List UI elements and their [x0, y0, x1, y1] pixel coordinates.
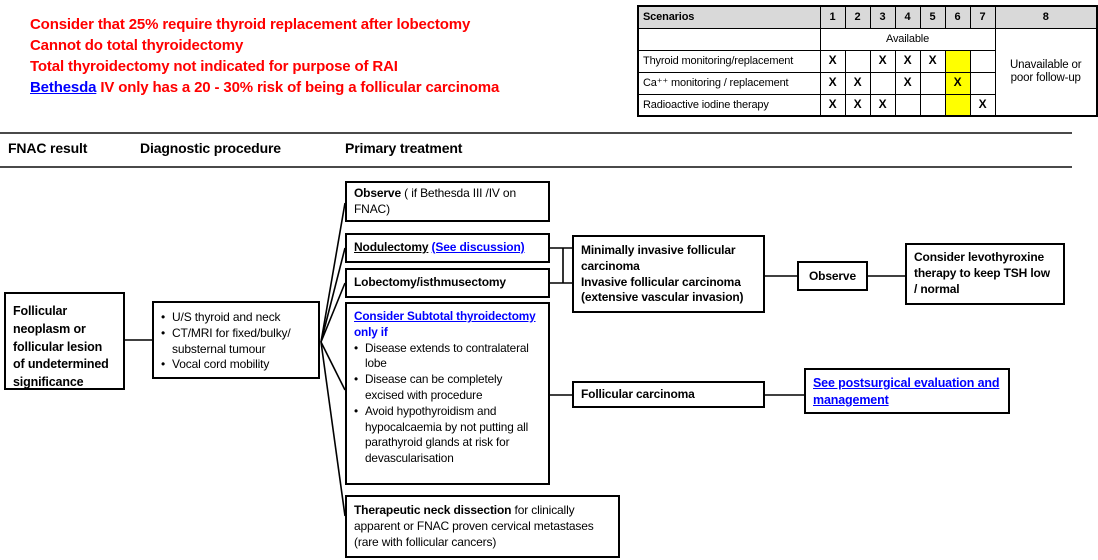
invasive-line: Invasive follicular carcinoma (extensive vascular invasion): [581, 274, 744, 305]
neck-dissection-detail: for clinically apparent or FNAC proven cervical metastases (rare with follicular cancers): [354, 503, 594, 549]
note-line: [30, 77, 630, 98]
nodulectomy-box: [345, 233, 550, 263]
diagnostic-procedure-box: [152, 301, 320, 379]
observe-option-box: [345, 181, 550, 222]
follicular-carcinoma-box: Follicular carcinoma: [572, 381, 765, 408]
mark-cell: [920, 94, 945, 116]
mark-cell: [970, 50, 995, 72]
bethesda-link[interactable]: Bethesda: [30, 79, 97, 96]
mark-cell: X: [870, 50, 895, 72]
mark-cell: X: [920, 50, 945, 72]
observe-option-title: Observe: [354, 186, 401, 200]
column-header-diagnostic-procedure: Diagnostic procedure: [140, 140, 281, 156]
empty-label-cell: [638, 28, 820, 50]
mark-cell: [895, 94, 920, 116]
diagnostic-bullet: • Vocal cord mobility: [161, 357, 311, 373]
neck-dissection-title: Therapeutic neck dissection: [354, 503, 512, 517]
row-label: Ca⁺⁺ monitoring / replacement: [638, 72, 820, 94]
subtotal-bullet: • Disease can be completely excised with procedure: [354, 372, 541, 404]
see-discussion-link[interactable]: (See discussion): [431, 240, 525, 254]
mark-cell: X: [820, 94, 845, 116]
row-label: Radioactive iodine therapy: [638, 94, 820, 116]
mark-cell: X: [845, 72, 870, 94]
diagnostic-bullet: • CT/MRI for fixed/bulky/ substernal tumour: [161, 326, 311, 358]
fnac-result-box: Follicular neoplasm or follicular lesion of undetermined significance: [4, 292, 125, 390]
minimally-invasive-line: Minimally invasive follicular carcinoma: [581, 243, 736, 273]
col-header-3: 3: [870, 6, 895, 28]
subtotal-thyroidectomy-box: [345, 302, 550, 485]
col-header-4: 4: [895, 6, 920, 28]
row-label: Thyroid monitoring/replacement: [638, 50, 820, 72]
mark-cell: X: [820, 50, 845, 72]
subtotal-bullet: • Disease extends to contralateral lobe: [354, 341, 541, 373]
subtotal-bullet: • Avoid hypothyroidism and hypocalcaemia by not putting all parathyroid glands at risk for devascularisation: [354, 404, 541, 467]
consider-subtotal-link[interactable]: Consider Subtotal thyroidectomy: [354, 309, 536, 323]
mark-cell: [845, 50, 870, 72]
col-header-2: 2: [845, 6, 870, 28]
observe-option-detail: ( if Bethesda III /IV on FNAC): [354, 186, 516, 216]
postsurgical-link[interactable]: See postsurgical evaluation and management: [813, 376, 1000, 407]
column-header-primary-treatment: Primary treatment: [345, 140, 463, 156]
col-header-8: 8: [995, 6, 1097, 28]
mark-cell: X: [970, 94, 995, 116]
postsurgical-link-box: [804, 368, 1010, 414]
unavailable-cell: Unavailable or poor follow-up: [995, 28, 1097, 116]
carcinoma-types-box: [572, 235, 765, 313]
neck-dissection-box: [345, 495, 620, 558]
mark-cell: [920, 72, 945, 94]
clinical-notes: [30, 14, 630, 98]
lobectomy-box: Lobectomy/isthmusectomy: [345, 268, 550, 298]
mark-cell: X: [895, 50, 920, 72]
observe-node-box: Observe: [797, 261, 868, 291]
note-line: Cannot do total thyroidectomy: [30, 37, 244, 54]
header-rule-bottom: [0, 166, 1072, 168]
col-header-6: 6: [945, 6, 970, 28]
mark-cell-highlighted: [945, 50, 970, 72]
mark-cell: X: [820, 72, 845, 94]
scenarios-header-cell: Scenarios: [638, 6, 820, 28]
scenarios-table: [637, 5, 1098, 117]
col-header-5: 5: [920, 6, 945, 28]
column-header-fnac-result: FNAC result: [8, 140, 88, 156]
header-rule-top: [0, 132, 1072, 134]
mark-cell: [870, 72, 895, 94]
note-line: Total thyroidectomy not indicated for purpose of RAI: [30, 58, 398, 75]
mark-cell-highlighted: [945, 94, 970, 116]
note-line: Consider that 25% require thyroid replacement after lobectomy: [30, 16, 471, 33]
col-header-7: 7: [970, 6, 995, 28]
nodulectomy-title: Nodulectomy: [354, 240, 429, 254]
mark-cell: X: [845, 94, 870, 116]
table-header-row: [638, 6, 1097, 28]
available-cell: Available: [820, 28, 995, 50]
levothyroxine-box: Consider levothyroxine therapy to keep TSH low / normal: [905, 243, 1065, 305]
mark-cell: X: [895, 72, 920, 94]
subtotal-title-suffix: only if: [354, 324, 388, 339]
mark-cell-highlighted: X: [945, 72, 970, 94]
col-header-1: 1: [820, 6, 845, 28]
diagnostic-bullet: • U/S thyroid and neck: [161, 310, 311, 326]
mark-cell: [970, 72, 995, 94]
available-row: [638, 28, 1097, 50]
note-line-rest: IV only has a 20 - 30% risk of being a follicular carcinoma: [96, 79, 500, 96]
mark-cell: X: [870, 94, 895, 116]
